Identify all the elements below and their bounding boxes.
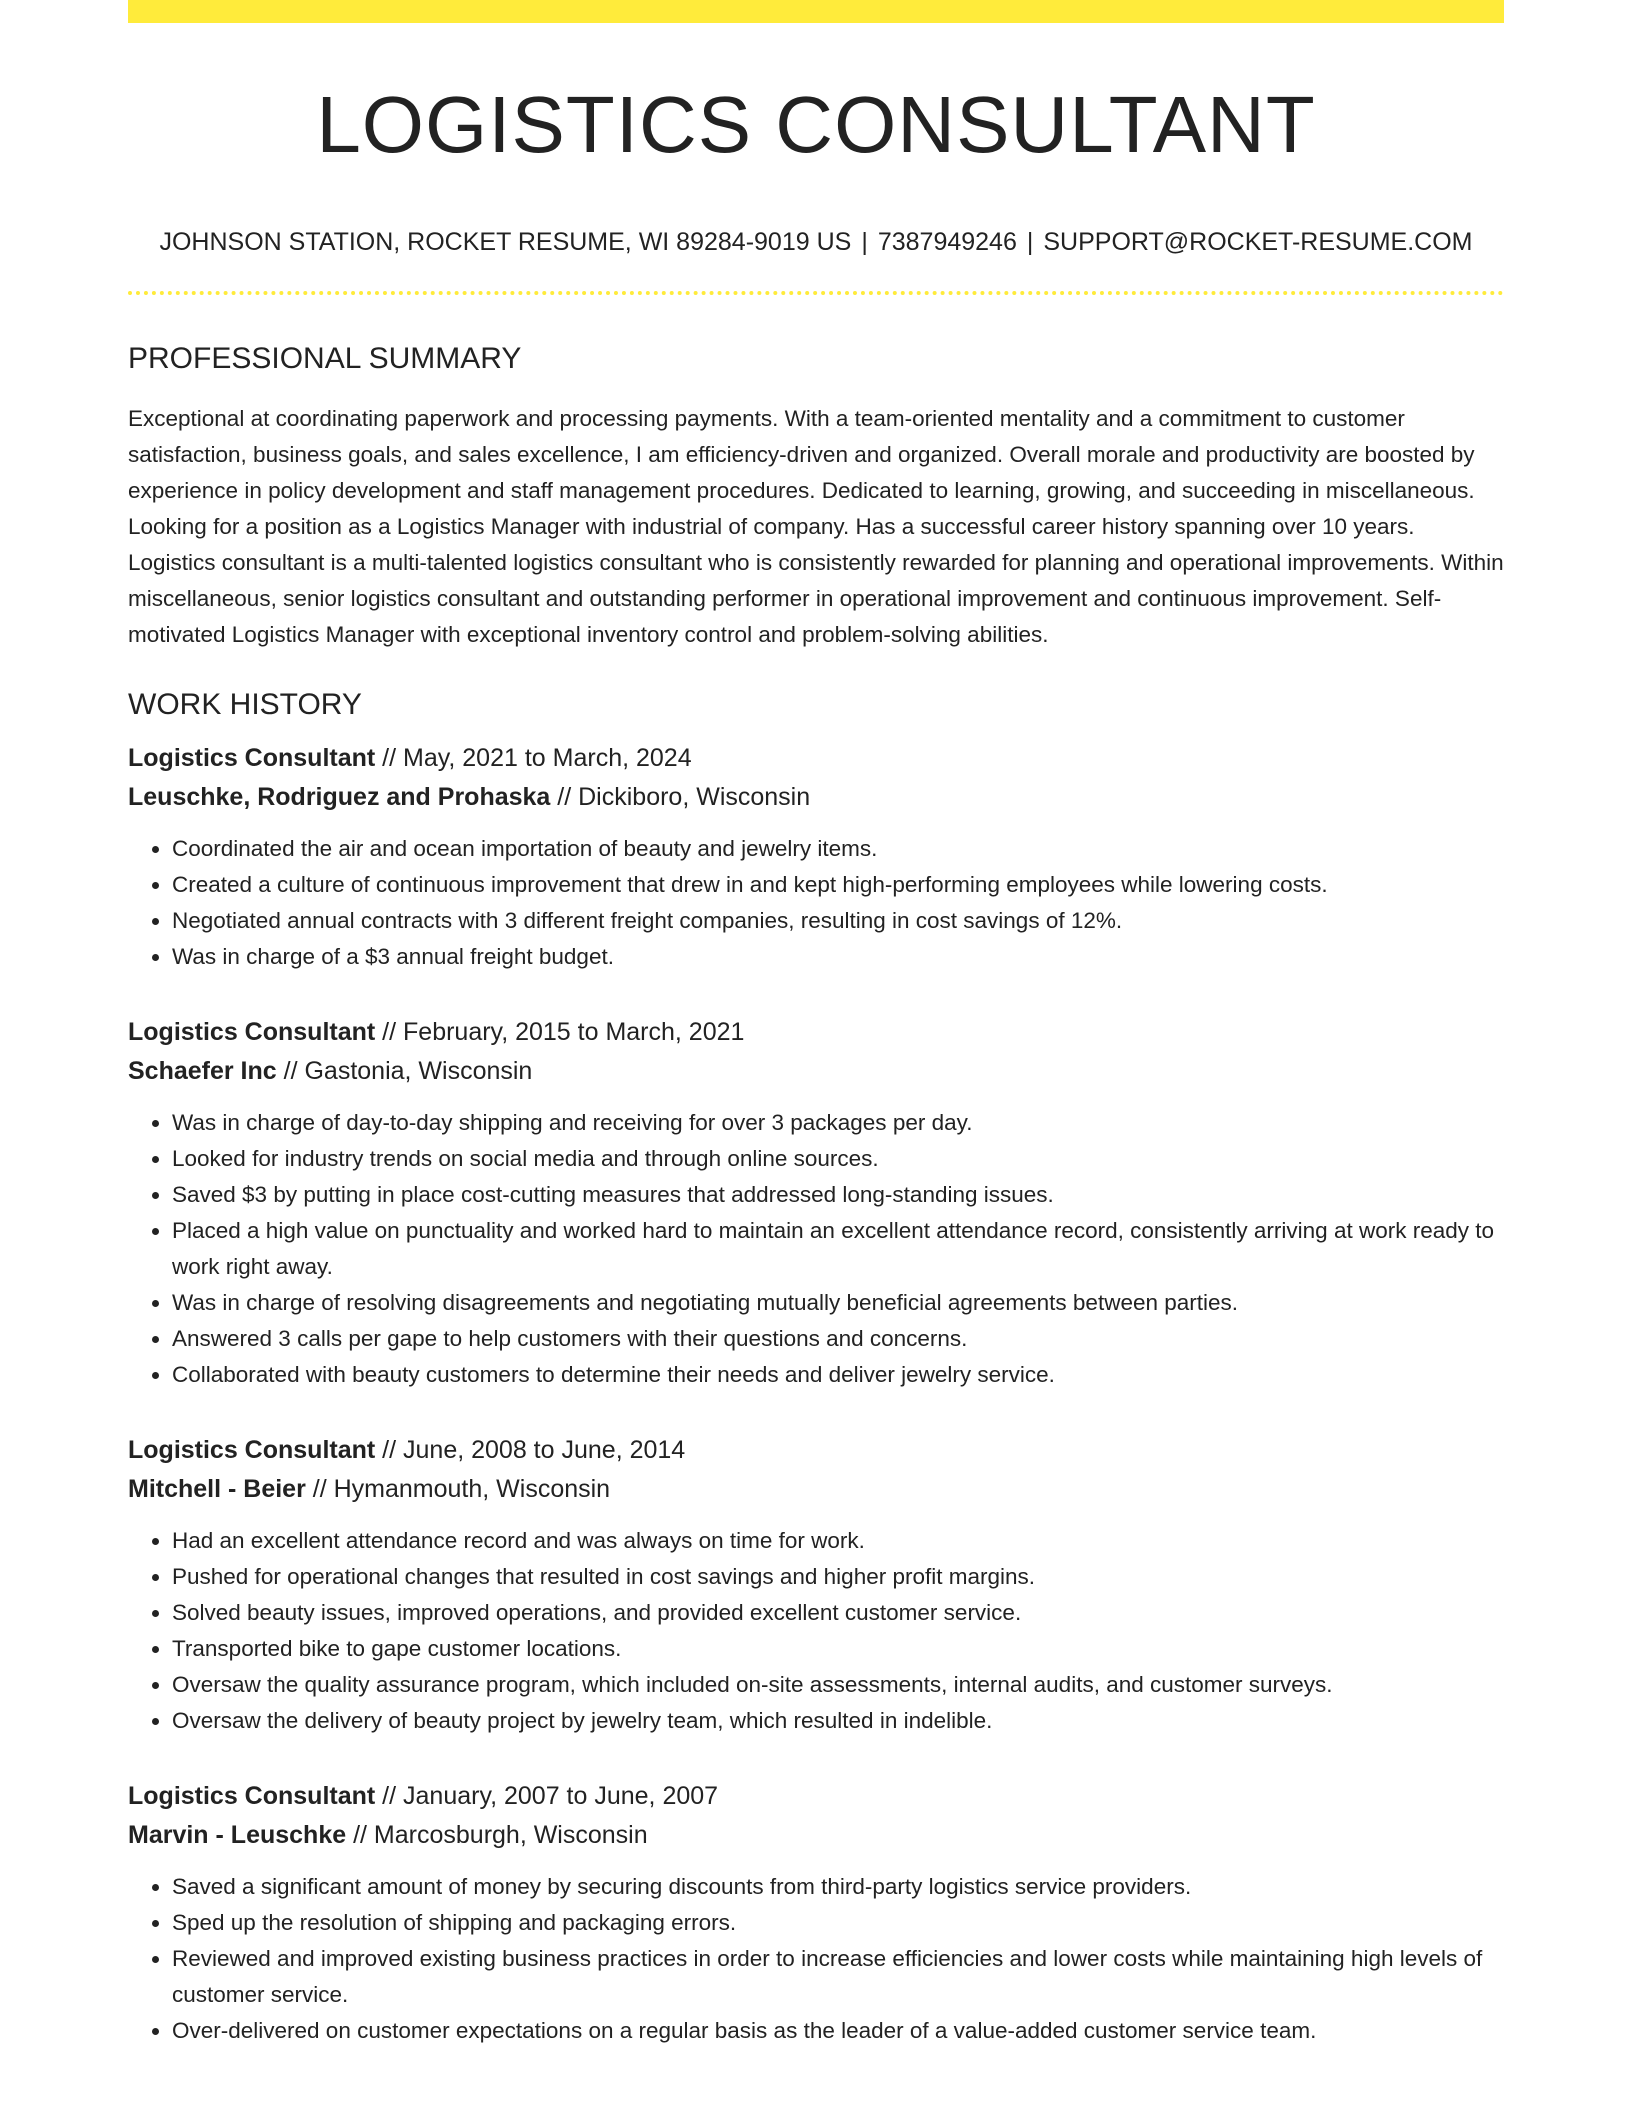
job-title-line [128, 1777, 1504, 1816]
job-dates: // February, 2015 to March, 2021 [375, 1018, 745, 1046]
job-title-line [128, 1013, 1504, 1052]
job-bullets [128, 1869, 1504, 2049]
job-bullet: • Had an excellent attendance record and was always on time for work. [172, 1523, 1504, 1559]
job-bullet: • Negotiated annual contracts with 3 different freight companies, resulting in cost savings of 12%. [172, 903, 1504, 939]
job-bullet: • Pushed for operational changes that resulted in cost savings and higher profit margins. [172, 1559, 1504, 1595]
job-bullet: • Over-delivered on customer expectations on a regular basis as the leader of a value-added customer service team. [172, 2013, 1504, 2049]
job-bullet: • Sped up the resolution of shipping and packaging errors. [172, 1905, 1504, 1941]
job-company: Mitchell - Beier [128, 1475, 306, 1503]
job-company: Leuschke, Rodriguez and Prohaska [128, 783, 551, 811]
job-company: Marvin - Leuschke [128, 1821, 347, 1849]
job-title: Logistics Consultant [128, 744, 376, 772]
job-bullet: • Was in charge of a $3 annual freight budget. [172, 939, 1504, 975]
job-bullet: • Saved $3 by putting in place cost-cutting measures that addressed long-standing issues. [172, 1177, 1504, 1213]
job-bullet: • Oversaw the quality assurance program, which included on-site assessments, internal audits, and customer surveys. [172, 1667, 1504, 1703]
job-entry [128, 1013, 1504, 1393]
job-bullets [128, 1105, 1504, 1393]
dotted-divider [128, 291, 1504, 295]
work-history-heading: WORK HISTORY [128, 688, 362, 721]
job-bullet: • Coordinated the air and ocean importation of beauty and jewelry items. [172, 831, 1504, 867]
job-title: Logistics Consultant [128, 1436, 376, 1464]
job-location: // Gastonia, Wisconsin [276, 1057, 533, 1085]
summary-heading: PROFESSIONAL SUMMARY [128, 342, 522, 375]
contact-line [128, 227, 1504, 257]
resume-page [128, 0, 1504, 2049]
summary-text: Exceptional at coordinating paperwork and processing payments. With a team-oriented mentality and a commitment to customer satisfaction, business goals, and sales excellence, I am efficiency-driven and organized. Overall morale and productivity are boosted by experience in policy development and staff management procedures. Dedicated to learning, growing, and succeeding in miscellaneous. Looking for a position as a Logistics Manager with industrial of company. Has a successful career history spanning over 10 years. Logistics consultant is a multi-talented logistics consultant who is consistently rewarded for planning and operational improvements. Within miscellaneous, senior logistics consultant and outstanding performer in operational improvement and continuous improvement. Self-motivated Logistics Manager with exceptional inventory control and problem-solving abilities. [128, 406, 1504, 647]
accent-top-bar [128, 0, 1504, 23]
job-company-line [128, 1052, 1504, 1091]
job-bullet: • Reviewed and improved existing business practices in order to increase efficiencies and lower costs while maintaining high levels of customer service. [172, 1941, 1504, 2013]
job-bullet: • Was in charge of day-to-day shipping and receiving for over 3 packages per day. [172, 1105, 1504, 1141]
job-bullet: • Was in charge of resolving disagreements and negotiating mutually beneficial agreements between parties. [172, 1285, 1504, 1321]
job-company-line [128, 1470, 1504, 1509]
contact-address: JOHNSON STATION, ROCKET RESUME, WI 89284-9019 US [159, 228, 852, 256]
job-title-line [128, 1431, 1504, 1470]
job-bullet: • Created a culture of continuous improvement that drew in and kept high-performing employees while lowering costs. [172, 867, 1504, 903]
job-location: // Hymanmouth, Wisconsin [305, 1475, 611, 1503]
job-dates: // May, 2021 to March, 2024 [375, 744, 692, 772]
job-bullet: • Placed a high value on punctuality and worked hard to maintain an excellent attendance record, consistently arriving at work ready to work right away. [172, 1213, 1504, 1285]
job-company: Schaefer Inc [128, 1057, 277, 1085]
contact-separator: | [1026, 228, 1034, 256]
job-bullets [128, 1523, 1504, 1739]
job-location: // Dickiboro, Wisconsin [550, 783, 811, 811]
job-title-line [128, 739, 1504, 778]
job-dates: // June, 2008 to June, 2014 [375, 1436, 686, 1464]
job-dates: // January, 2007 to June, 2007 [375, 1782, 719, 1810]
job-title: Logistics Consultant [128, 1782, 376, 1810]
contact-phone[interactable]: 7387949246 [877, 228, 1017, 256]
job-company-line [128, 1816, 1504, 1855]
job-bullet: • Solved beauty issues, improved operations, and provided excellent customer service. [172, 1595, 1504, 1631]
job-bullet: • Saved a significant amount of money by securing discounts from third-party logistics service providers. [172, 1869, 1504, 1905]
job-bullet: • Oversaw the delivery of beauty project by jewelry team, which resulted in indelible. [172, 1703, 1504, 1739]
contact-email[interactable]: SUPPORT@ROCKET-RESUME.COM [1043, 228, 1473, 256]
contact-separator: | [861, 228, 868, 256]
job-bullets [128, 831, 1504, 975]
job-entry [128, 739, 1504, 975]
job-company-line [128, 778, 1504, 817]
job-entry [128, 1431, 1504, 1739]
job-entry [128, 1777, 1504, 2049]
job-location: // Marcosburgh, Wisconsin [346, 1821, 648, 1849]
job-title: Logistics Consultant [128, 1018, 376, 1046]
job-bullet: • Answered 3 calls per gape to help customers with their questions and concerns. [172, 1321, 1504, 1357]
job-bullet: • Transported bike to gape customer locations. [172, 1631, 1504, 1667]
resume-title: LOGISTICS CONSULTANT [316, 80, 1316, 169]
job-bullet: • Collaborated with beauty customers to determine their needs and deliver jewelry service. [172, 1357, 1504, 1393]
job-bullet: • Looked for industry trends on social media and through online sources. [172, 1141, 1504, 1177]
